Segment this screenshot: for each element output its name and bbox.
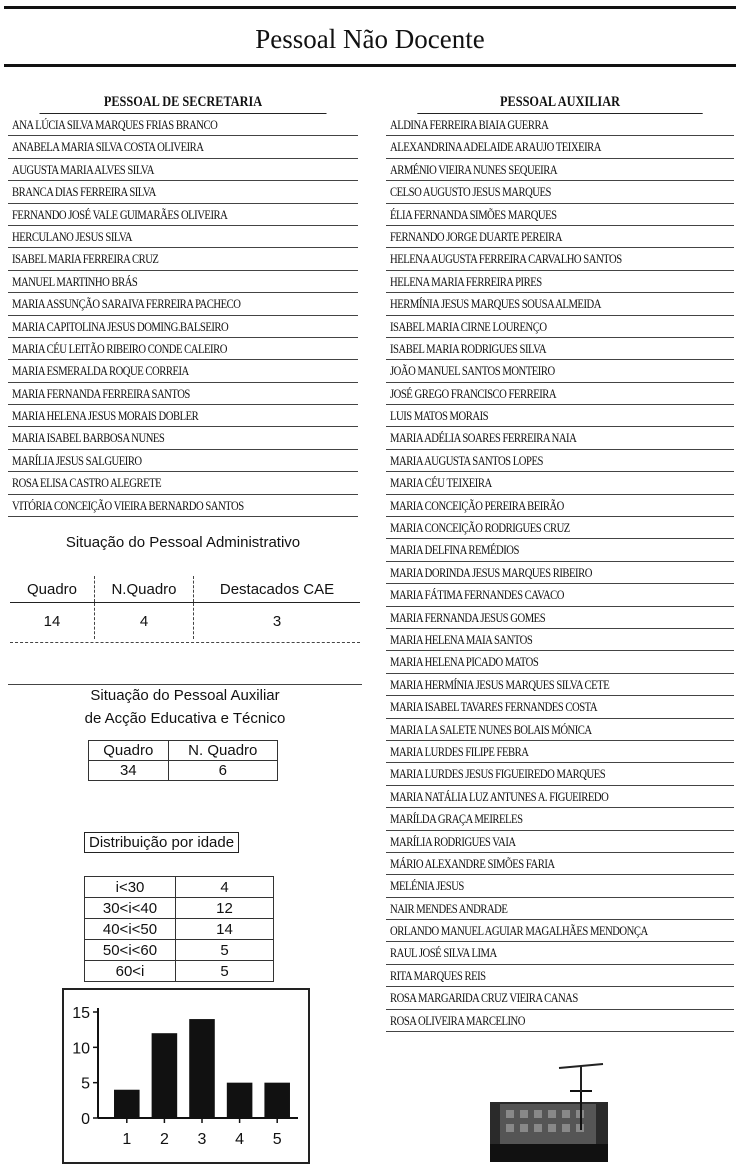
secretaria-name-row: [8, 383, 358, 405]
secretaria-name-text: MARIA CAPITOLINA JESUS DOMING.BALSEIRO: [12, 318, 229, 334]
auxiliar-name-text: LUIS MATOS MORAIS: [390, 408, 489, 424]
building-image: [490, 1090, 608, 1162]
admin-value-quadro: 14: [43, 612, 61, 630]
secretaria-name-text: MANUEL MARTINHO BRÁS: [12, 273, 138, 289]
secretaria-name-text: MARIA ESMERALDA ROQUE CORREIA: [12, 363, 189, 379]
secretaria-name-text: ANA LÚCIA SILVA MARQUES FRIAS BRANCO: [12, 117, 218, 132]
auxiliar-name-text: CELSO AUGUSTO JESUS MARQUES: [390, 184, 551, 200]
secretaria-name-row: [8, 495, 358, 517]
admin-header-destacados: Destacados CAE: [194, 576, 361, 603]
secretaria-name-text: MARIA ISABEL BARBOSA NUNES: [12, 430, 165, 446]
auxiliar-name-text: MARIA HELENA PICADO MATOS: [390, 654, 539, 670]
auxiliar-name-row: [386, 495, 734, 517]
auxiliar-name-text: MARÍLDA GRAÇA MEIRELES: [390, 811, 523, 827]
auxiliar-name-row: [386, 316, 734, 338]
admin-header-quadro: Quadro: [10, 576, 95, 603]
auxiliar-name-text: MARIA NATÁLIA LUZ ANTUNES A. FIGUEIREDO: [390, 788, 609, 804]
auxiliar-name-text: MARIA CÉU TEIXEIRA: [390, 475, 492, 491]
auxiliar-name-text: RITA MARQUES REIS: [390, 967, 486, 983]
secretaria-name-row: [8, 181, 358, 203]
auxiliar-name-row: [386, 226, 734, 248]
auxiliar-name-row: [386, 584, 734, 606]
secretaria-name-row: [8, 405, 358, 427]
auxiliar-name-row: [386, 898, 734, 920]
auxiliar-name-row: [386, 607, 734, 629]
age-row: [85, 898, 274, 919]
auxiliar-name-text: ÉLIA FERNANDA SIMÕES MARQUES: [390, 206, 557, 222]
auxiliar-name-text: MARIA HERMÍNIA JESUS MARQUES SILVA CETE: [390, 676, 610, 692]
age-count: 4: [176, 877, 274, 898]
auxiliar-name-text: MARIA DORINDA JESUS MARQUES RIBEIRO: [390, 564, 592, 580]
auxiliar-name-row: [386, 472, 734, 494]
age-range: 50<i<60: [85, 940, 176, 961]
x-tick-label: 5: [272, 1131, 282, 1148]
aux-header-nquadro: N. Quadro: [168, 741, 277, 761]
age-range: 40<i<50: [85, 919, 176, 940]
auxiliar-name-text: ROSA OLIVEIRA MARCELINO: [390, 1012, 525, 1028]
bar: [264, 1083, 290, 1118]
secretaria-name-row: [8, 271, 358, 293]
auxiliar-name-row: [386, 853, 734, 875]
auxiliar-name-row: [386, 875, 734, 897]
secretaria-name-text: VITÓRIA CONCEIÇÃO VIEIRA BERNARDO SANTOS: [12, 497, 244, 513]
secretaria-name-row: [8, 114, 358, 136]
secretaria-name-text: ROSA ELISA CASTRO ALEGRETE: [12, 475, 162, 491]
aux-situation-table: [88, 740, 278, 781]
auxiliar-name-row: [386, 942, 734, 964]
age-count: 5: [176, 961, 274, 982]
auxiliar-name-text: MARIA ADÉLIA SOARES FERREIRA NAIA: [390, 430, 577, 446]
auxiliar-name-text: MARIA FERNANDA JESUS GOMES: [390, 609, 546, 625]
x-tick-label: 2: [159, 1131, 169, 1148]
auxiliar-name-text: MARIA DELFINA REMÉDIOS: [390, 542, 519, 558]
secretaria-name-text: ANABELA MARIA SILVA COSTA OLIVEIRA: [12, 139, 204, 155]
secretaria-name-text: MARIA HELENA JESUS MORAIS DOBLER: [12, 408, 199, 424]
admin-table-bottom-rule: [10, 642, 360, 643]
auxiliar-name-row: [386, 293, 734, 315]
secretaria-name-row: [8, 338, 358, 360]
y-tick-label: 5: [81, 1075, 90, 1093]
bar: [152, 1033, 178, 1118]
auxiliar-name-row: [386, 674, 734, 696]
age-bar-chart-svg: [64, 990, 308, 1162]
y-tick-label: 10: [72, 1040, 90, 1058]
auxiliar-name-row: [386, 405, 734, 427]
age-count: 12: [176, 898, 274, 919]
auxiliar-name-row: [386, 383, 734, 405]
y-tick-label: 0: [81, 1111, 90, 1128]
auxiliar-name-row: [386, 562, 734, 584]
auxiliar-name-text: MARIA HELENA MAIA SANTOS: [390, 631, 533, 647]
bar: [227, 1083, 253, 1118]
auxiliar-name-text: ORLANDO MANUEL AGUIAR MAGALHÃES MENDONÇA: [390, 923, 648, 939]
x-tick-label: 4: [235, 1131, 245, 1148]
auxiliar-name-row: [386, 271, 734, 293]
secretaria-heading: PESSOAL DE SECRETARIA: [40, 91, 327, 114]
admin-caption: Situação do Pessoal Administrativo: [65, 534, 301, 551]
auxiliar-name-row: [386, 204, 734, 226]
auxiliar-name-row: [386, 741, 734, 763]
photo-streetlamp: [555, 1062, 607, 1092]
auxiliar-name-row: [386, 136, 734, 158]
aux-value-nquadro: 6: [168, 761, 277, 781]
admin-value-destacados: 3: [194, 603, 361, 640]
auxiliar-name-text: NAIR MENDES ANDRADE: [390, 900, 508, 916]
age-bar-chart: [62, 988, 310, 1164]
auxiliar-name-text: JOSÉ GREGO FRANCISCO FERREIRA: [390, 385, 557, 401]
aux-caption-line2: de Acção Educativa e Técnico: [84, 710, 286, 727]
auxiliar-name-text: MARIA LA SALETE NUNES BOLAIS MÓNICA: [390, 721, 592, 737]
secretaria-name-row: [8, 136, 358, 158]
page-title: Pessoal Não Docente: [255, 24, 485, 54]
auxiliar-name-text: MARIA LURDES JESUS FIGUEIREDO MARQUES: [390, 766, 606, 782]
secretaria-name-text: FERNANDO JOSÉ VALE GUIMARÃES OLIVEIRA: [12, 206, 228, 222]
secretaria-name-row: [8, 427, 358, 449]
secretaria-name-text: HERCULANO JESUS SILVA: [12, 228, 132, 244]
auxiliar-name-row: [386, 786, 734, 808]
admin-value-nquadro: 4: [95, 603, 194, 640]
age-table: [84, 876, 274, 982]
age-row: [85, 919, 274, 940]
auxiliar-name-text: ISABEL MARIA CIRNE LOURENÇO: [390, 318, 547, 334]
auxiliar-name-row: [386, 965, 734, 987]
age-distribution-label: Distribuição por idade: [84, 832, 239, 853]
secretaria-name-row: [8, 360, 358, 382]
auxiliar-name-text: MARIA FÁTIMA FERNANDES CAVACO: [390, 587, 565, 603]
auxiliar-name-text: MARIA AUGUSTA SANTOS LOPES: [390, 452, 543, 468]
age-range: 60<i: [85, 961, 176, 982]
age-range: i<30: [85, 877, 176, 898]
secretaria-name-row: [8, 316, 358, 338]
secretaria-name-text: ISABEL MARIA FERREIRA CRUZ: [12, 251, 159, 267]
aux-header-quadro: Quadro: [89, 741, 169, 761]
auxiliar-name-row: [386, 987, 734, 1009]
auxiliar-name-text: MARIA CONCEIÇÃO RODRIGUES CRUZ: [390, 520, 570, 536]
age-range: 30<i<40: [85, 898, 176, 919]
auxiliar-name-text: HELENA MARIA FERREIRA PIRES: [390, 273, 542, 289]
aux-value-quadro: 34: [89, 761, 169, 781]
auxiliar-name-text: FERNANDO JORGE DUARTE PEREIRA: [390, 228, 562, 244]
auxiliar-name-row: [386, 808, 734, 830]
secretaria-list: [8, 91, 358, 517]
auxiliar-name-row: [386, 831, 734, 853]
auxiliar-name-row: [386, 159, 734, 181]
bar: [114, 1090, 140, 1118]
auxiliar-name-row: [386, 360, 734, 382]
secretaria-name-row: [8, 226, 358, 248]
auxiliar-name-text: ALEXANDRINA ADELAIDE ARAUJO TEIXEIRA: [390, 139, 601, 155]
secretaria-name-text: MARIA CÉU LEITÃO RIBEIRO CONDE CALEIRO: [12, 340, 227, 356]
secretaria-name-text: MARIA FERNANDA FERREIRA SANTOS: [12, 385, 190, 401]
admin-table: [10, 576, 360, 639]
auxiliar-name-text: MARIA CONCEIÇÃO PEREIRA BEIRÃO: [390, 497, 564, 513]
age-row: [85, 877, 274, 898]
aux-caption-line1: Situação do Pessoal Auxiliar: [90, 687, 280, 704]
auxiliar-name-text: RAUL JOSÉ SILVA LIMA: [390, 945, 497, 961]
auxiliar-name-row: [386, 181, 734, 203]
auxiliar-name-row: [386, 517, 734, 539]
auxiliar-name-text: ISABEL MARIA RODRIGUES SILVA: [390, 340, 547, 356]
auxiliar-name-row: [386, 920, 734, 942]
x-tick-label: 3: [197, 1131, 207, 1148]
secretaria-name-text: MARÍLIA JESUS SALGUEIRO: [12, 452, 142, 468]
auxiliar-name-row: [386, 696, 734, 718]
y-tick-label: 15: [72, 1005, 90, 1022]
auxiliar-list: [386, 91, 734, 1032]
auxiliar-name-text: ROSA MARGARIDA CRUZ VIEIRA CANAS: [390, 990, 578, 1006]
secretaria-name-text: AUGUSTA MARIA ALVES SILVA: [12, 161, 154, 177]
bar: [189, 1019, 215, 1118]
auxiliar-name-row: [386, 450, 734, 472]
auxiliar-heading: PESSOAL AUXILIAR: [417, 91, 702, 114]
age-count: 14: [176, 919, 274, 940]
auxiliar-name-row: [386, 719, 734, 741]
auxiliar-name-row: [386, 114, 734, 136]
school-photo: [490, 1090, 608, 1162]
secretaria-name-row: [8, 159, 358, 181]
auxiliar-name-row: [386, 427, 734, 449]
auxiliar-name-text: MELÉNIA JESUS: [390, 878, 464, 894]
admin-header-nquadro: N.Quadro: [95, 576, 194, 603]
auxiliar-name-row: [386, 1010, 734, 1032]
secretaria-name-text: BRANCA DIAS FERREIRA SILVA: [12, 184, 156, 200]
auxiliar-name-row: [386, 651, 734, 673]
age-count: 5: [176, 940, 274, 961]
auxiliar-name-row: [386, 338, 734, 360]
auxiliar-name-text: MARÍLIA RODRIGUES VAIA: [390, 833, 516, 849]
age-row: [85, 940, 274, 961]
secretaria-name-row: [8, 472, 358, 494]
auxiliar-name-text: MÁRIO ALEXANDRE SIMÕES FARIA: [390, 855, 555, 871]
auxiliar-name-text: MARIA ISABEL TAVARES FERNANDES COSTA: [390, 699, 598, 715]
section-divider: [8, 684, 362, 685]
auxiliar-name-row: [386, 539, 734, 561]
title-rule: [4, 64, 736, 67]
auxiliar-name-text: JOÃO MANUEL SANTOS MONTEIRO: [390, 363, 555, 379]
auxiliar-name-row: [386, 248, 734, 270]
secretaria-name-row: [8, 450, 358, 472]
top-rule: [4, 6, 736, 9]
age-row: [85, 961, 274, 982]
auxiliar-name-text: MARIA LURDES FILIPE FEBRA: [390, 743, 529, 759]
auxiliar-name-row: [386, 763, 734, 785]
secretaria-name-text: MARIA ASSUNÇÃO SARAIVA FERREIRA PACHECO: [12, 296, 241, 312]
secretaria-name-row: [8, 293, 358, 315]
auxiliar-name-text: ALDINA FERREIRA BIAIA GUERRA: [390, 117, 549, 132]
auxiliar-name-text: HERMÍNIA JESUS MARQUES SOUSA ALMEIDA: [390, 296, 601, 312]
secretaria-name-row: [8, 248, 358, 270]
auxiliar-name-text: ARMÉNIO VIEIRA NUNES SEQUEIRA: [390, 161, 558, 177]
auxiliar-name-text: HELENA AUGUSTA FERREIRA CARVALHO SANTOS: [390, 251, 622, 267]
auxiliar-name-row: [386, 629, 734, 651]
x-tick-label: 1: [122, 1131, 132, 1148]
secretaria-name-row: [8, 204, 358, 226]
